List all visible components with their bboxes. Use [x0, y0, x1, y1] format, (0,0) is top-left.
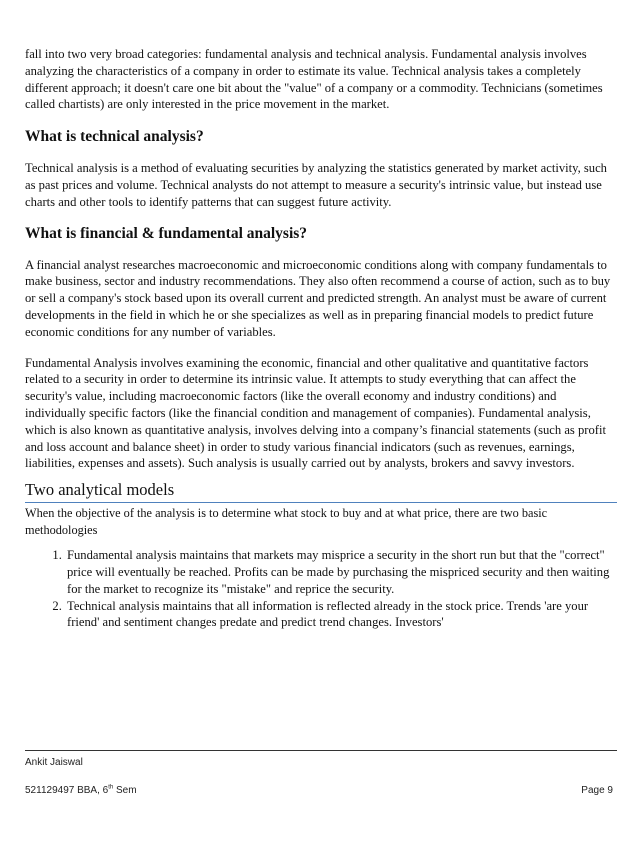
list-item: 2. Technical analysis maintains that all information is reflected already in the stock price. Trends 'are your friend' and sentiment changes predate and predict trend changes. Investors' — [65, 598, 617, 632]
financial-analysis-paragraph-2: Fundamental Analysis involves examining the economic, financial and other qualitative and quantitative factors related to a security in order to determine its intrinsic value. It attempts to study everything that can affect the security's value, including macroeconomic factors (like the overall economy and industry conditions) and individually specific factors (like the financial condition and management of companies). Fundamental analysis, which is also known as quantitative analysis, involves delving into a company’s financial statements (such as profit and loss account and balance sheet) in order to study various financial indicators (such as revenues, earnings, liabilities, expenses and assets). Such analysis is usually carried out by analysts, brokers and savvy investors. — [25, 355, 606, 471]
list-item: 1. Fundamental analysis maintains that markets may misprice a security in the short run but that the "correct" price will eventually be reached. Profits can be made by purchasing the mispriced security and then waiting for the market to recognize its "mistake" and reprice the security. — [65, 547, 617, 597]
footer-student-id — [25, 785, 137, 796]
technical-analysis-paragraph: Technical analysis is a method of evaluating securities by analyzing the statistics generated by market activity, such as past prices and volume. Technical analysts do not attempt to measure a security's intrinsic value, but instead use charts and other tools to identify patterns that can suggest future activity. — [25, 161, 607, 209]
heading-underline-divider — [25, 502, 617, 503]
analytical-models-heading: Two analytical models — [25, 480, 175, 500]
footer-id-suffix: Sem — [113, 785, 137, 796]
footer-id-superscript: th — [108, 784, 114, 791]
footer-divider — [25, 750, 617, 751]
page-content — [25, 46, 617, 631]
intro-paragraph: fall into two very broad categories: fundamental analysis and technical analysis. Fundamental analysis involves analyzing the characteristics of a company in order to estimate its value. Technical analysis takes a completely different approach; it doesn't care one bit about the "value" of a company or a commodity. Technicians (sometimes called chartists) are only interested in the price movement in the market. — [25, 47, 603, 112]
footer-id-prefix: 521129497 BBA, 6 — [25, 785, 109, 796]
analytical-models-intro: When the objective of the analysis is to determine what stock to buy and at what price, there are two basic methodologies — [25, 506, 548, 538]
footer-page-number: Page 9 — [581, 785, 613, 796]
technical-analysis-heading: What is technical analysis? — [25, 128, 204, 146]
financial-analysis-heading: What is financial & fundamental analysis? — [25, 224, 308, 242]
footer-author: Ankit Jaiswal — [25, 757, 83, 768]
financial-analysis-paragraph-1: A financial analyst researches macroeconomic and microeconomic conditions along with company fundamentals to make business, sector and industry recommendations. They also often recommend a course of action, such as to buy or sell a company's stock based upon its overall current and predicted strength. An analyst must be aware of current developments in the field in which he or she specializes as well as in preparing financial models to predict future economic conditions for any number of variables. — [25, 257, 611, 339]
methodology-list — [25, 547, 617, 631]
